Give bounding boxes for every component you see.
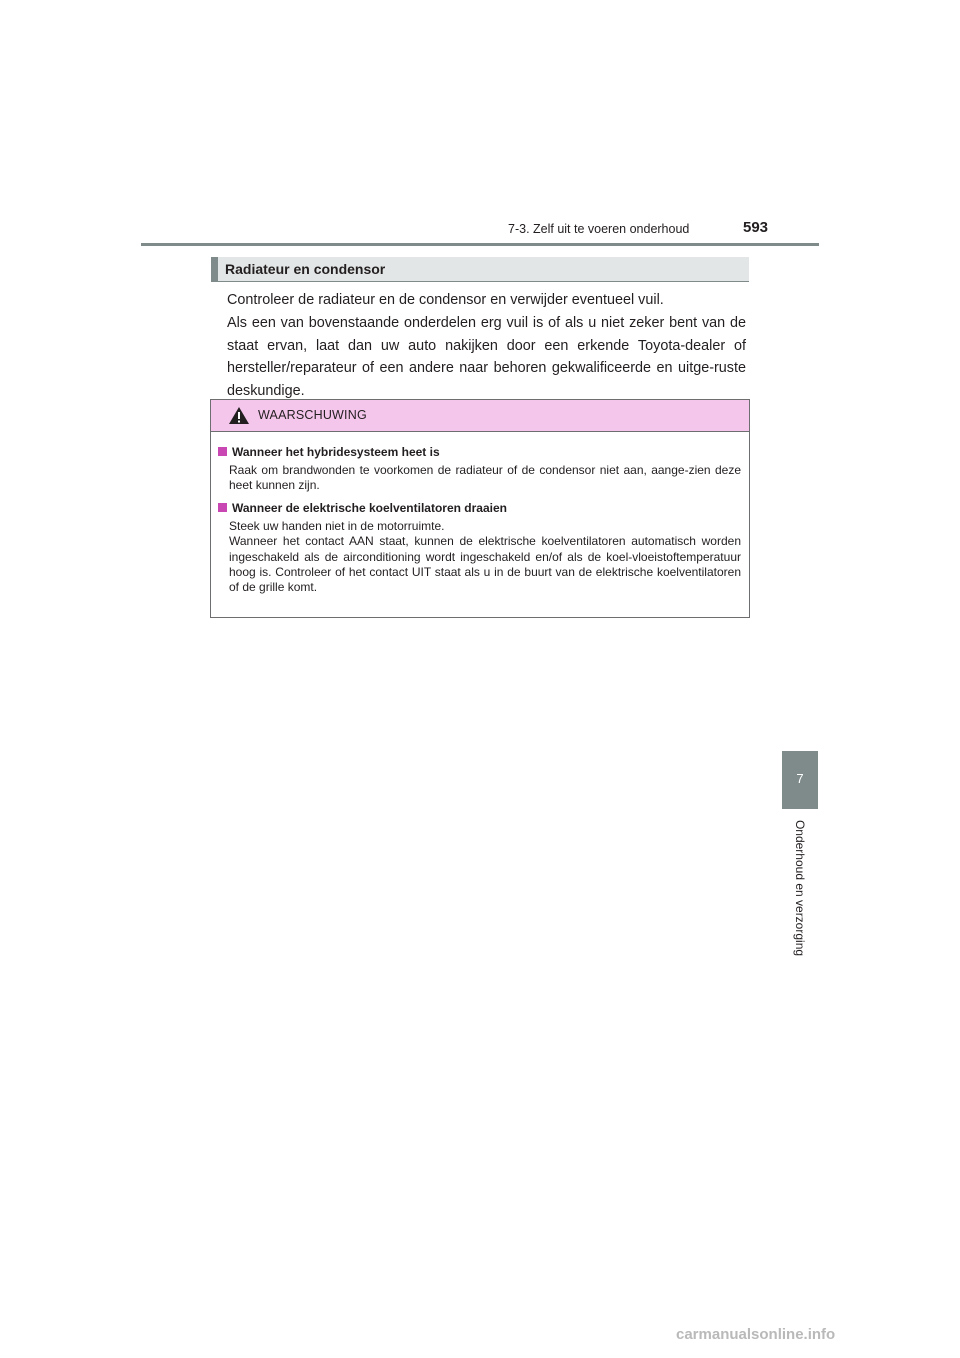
warning-header [211, 400, 749, 432]
chapter-tab [782, 751, 818, 809]
warning-item [218, 445, 741, 494]
body-text [227, 289, 746, 403]
warning-item-title: Wanneer het hybridesysteem heet is [232, 445, 440, 459]
watermark: carmanualsonline.info [676, 1326, 836, 1343]
page-number: 593 [743, 219, 769, 236]
warning-item-title-row [218, 445, 741, 460]
warning-item-text: Steek uw handen niet in de motorruimte. [229, 519, 445, 534]
warning-item-text: Wanneer het contact AAN staat, kunnen de elektrische koelventilatoren automatisch worden ingeschakeld als de airconditioning wordt ingeschakeld en/of als de koel-vloeistoftemperatuur hoog is. Controleer of het contact UIT staat als u in de buurt van de elektrische koelventilatoren of de grille komt. [229, 534, 741, 595]
header-rule [141, 243, 819, 246]
warning-item [218, 501, 741, 595]
warning-item-text: Raak om brandwonden te voorkomen de radiateur of de condensor niet aan, aange-zien deze heet kunnen zijn. [229, 463, 741, 493]
square-bullet-icon [218, 447, 227, 456]
chapter-label: Onderhoud en verzorging [793, 819, 807, 957]
body-paragraph: Controleer de radiateur en de condensor en verwijder eventueel vuil. [227, 292, 664, 308]
square-bullet-icon [218, 503, 227, 512]
warning-triangle-icon [228, 406, 250, 425]
warning-item-title-row [218, 501, 741, 516]
section-heading-accent [211, 257, 218, 281]
header-section-title: 7-3. Zelf uit te voeren onderhoud [508, 222, 690, 236]
warning-box [210, 399, 750, 618]
warning-label: WAARSCHUWING [258, 408, 367, 422]
body-paragraph: Als een van bovenstaande onderdelen erg vuil is of als u niet zeker bent van de staat ervan, laat dan uw auto nakijken door een erkende Toyota-dealer of hersteller/reparateur of een andere naar behoren gekwalificeerde en uitge-ruste deskundige. [227, 314, 746, 400]
section-title: Radiateur en condensor [225, 261, 386, 277]
chapter-number: 7 [796, 771, 804, 786]
warning-item-title: Wanneer de elektrische koelventilatoren draaien [232, 501, 507, 515]
section-heading-bar [211, 257, 749, 282]
